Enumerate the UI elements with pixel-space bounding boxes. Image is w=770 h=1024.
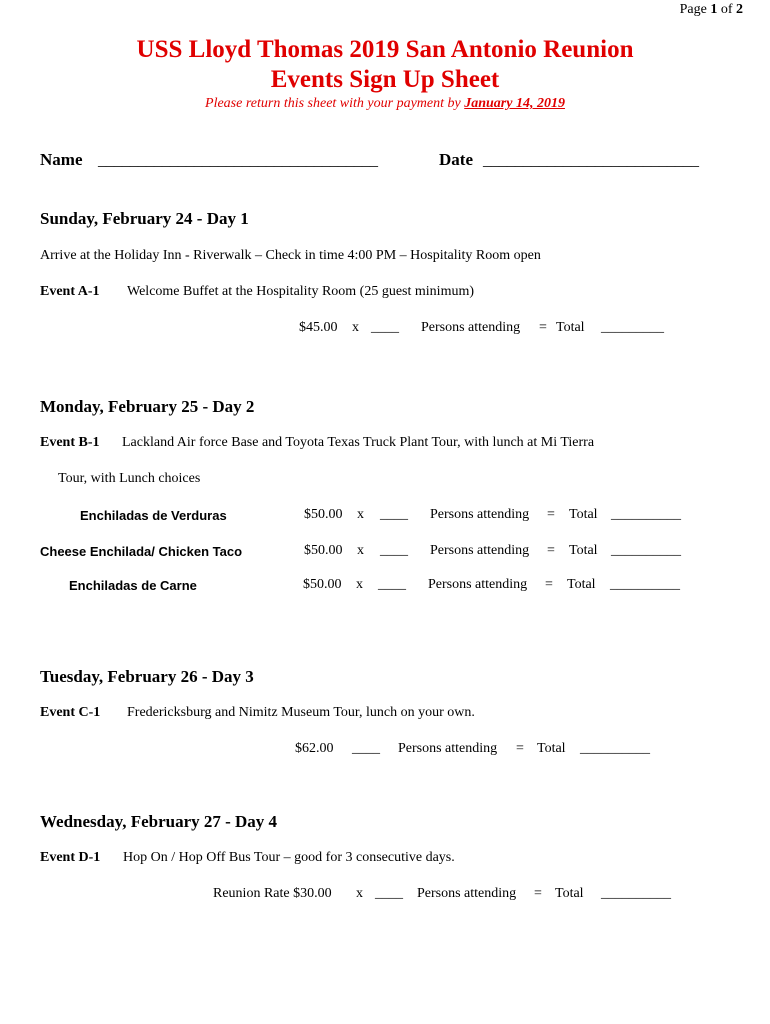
- event-d1-price: Reunion Rate $30.00: [213, 886, 332, 901]
- lunch-option-3-price: $50.00: [303, 577, 342, 592]
- lunch-option-3-count-field[interactable]: ____: [378, 577, 406, 592]
- day2-heading: Monday, February 25 - Day 2: [40, 397, 255, 416]
- lunch-option-2-name: Cheese Enchilada/ Chicken Taco: [40, 544, 243, 559]
- name-field[interactable]: ___________________________________: [98, 152, 378, 169]
- event-d1-description: Hop On / Hop Off Bus Tour – good for 3 consecutive days.: [123, 850, 455, 865]
- date-label: Date: [439, 150, 473, 169]
- event-c1-total-field[interactable]: __________: [580, 741, 650, 756]
- event-c1-description: Fredericksburg and Nimitz Museum Tour, lunch on your own.: [127, 705, 475, 720]
- event-c1-persons-label: Persons attending: [398, 741, 498, 756]
- lunch-option-1-name: Enchiladas de Verduras: [80, 508, 227, 523]
- event-d1-persons-label: Persons attending: [417, 886, 517, 901]
- lunch-option-3-persons-label: Persons attending: [428, 577, 528, 592]
- return-deadline: January 14, 2019: [464, 96, 565, 111]
- page-current: 1: [710, 2, 718, 17]
- event-b1-code: Event B-1: [40, 435, 100, 450]
- event-c1-equals: =: [516, 741, 524, 756]
- event-c1-code: Event C-1: [40, 705, 101, 720]
- event-a1-total-field[interactable]: _________: [601, 320, 664, 335]
- event-a1-count-field[interactable]: ____: [371, 320, 399, 335]
- return-instruction-text: Please return this sheet with your payment by: [205, 96, 461, 111]
- lunch-option-2-count-field[interactable]: ____: [380, 543, 408, 558]
- lunch-option-1-total-label: Total: [569, 507, 598, 522]
- lunch-option-1-count-field[interactable]: ____: [380, 507, 408, 522]
- lunch-option-3-total-field[interactable]: __________: [610, 577, 680, 592]
- event-d1-count-field[interactable]: ____: [375, 886, 403, 901]
- lunch-option-3-total-label: Total: [567, 577, 596, 592]
- lunch-option-2-total-field[interactable]: __________: [611, 543, 681, 558]
- name-label: Name: [40, 150, 83, 169]
- day1-note: Arrive at the Holiday Inn - Riverwalk – Check in time 4:00 PM – Hospitality Room open: [40, 248, 541, 263]
- event-c1-count-field[interactable]: ____: [352, 741, 380, 756]
- event-d1-times: x: [356, 886, 363, 901]
- lunch-option-1-price: $50.00: [304, 507, 343, 522]
- day3-heading: Tuesday, February 26 - Day 3: [40, 667, 254, 686]
- lunch-option-3-name: Enchiladas de Carne: [69, 578, 197, 593]
- event-a1-code: Event A-1: [40, 284, 100, 299]
- event-d1-code: Event D-1: [40, 850, 101, 865]
- lunch-option-1-equals: =: [547, 507, 555, 522]
- event-c1-total-label: Total: [537, 741, 566, 756]
- page-indicator: [680, 2, 743, 18]
- lunch-option-2-equals: =: [547, 543, 555, 558]
- page-title: USS Lloyd Thomas 2019 San Antonio Reunion: [136, 36, 634, 63]
- event-d1-equals: =: [534, 886, 542, 901]
- event-d1-total-label: Total: [555, 886, 584, 901]
- page-prefix: Page: [679, 2, 707, 17]
- event-a1-times: x: [352, 320, 359, 335]
- date-field[interactable]: ___________________________: [483, 152, 699, 169]
- event-a1-persons-label: Persons attending: [421, 320, 521, 335]
- lunch-option-3-equals: =: [545, 577, 553, 592]
- event-a1-description: Welcome Buffet at the Hospitality Room (25 guest minimum): [127, 284, 475, 299]
- lunch-option-1-persons-label: Persons attending: [430, 507, 530, 522]
- event-c1-price: $62.00: [295, 741, 334, 756]
- page-sep: of: [720, 2, 733, 17]
- lunch-option-2-price: $50.00: [304, 543, 343, 558]
- day1-heading: Sunday, February 24 - Day 1: [40, 209, 249, 228]
- day4-heading: Wednesday, February 27 - Day 4: [40, 812, 278, 831]
- lunch-option-2-times: x: [357, 543, 364, 558]
- lunch-option-1-times: x: [357, 507, 364, 522]
- lunch-option-2-total-label: Total: [569, 543, 598, 558]
- lunch-option-2-persons-label: Persons attending: [430, 543, 530, 558]
- lunch-option-1-total-field[interactable]: __________: [611, 507, 681, 522]
- event-d1-total-field[interactable]: __________: [601, 886, 671, 901]
- page-subtitle-heading: Events Sign Up Sheet: [270, 66, 500, 93]
- return-instruction: [0, 96, 770, 112]
- event-a1-equals: =: [539, 320, 547, 335]
- event-a1-total-label: Total: [556, 320, 585, 335]
- lunch-option-3-times: x: [356, 577, 363, 592]
- event-a1-price: $45.00: [299, 320, 338, 335]
- event-b1-choices-note: Tour, with Lunch choices: [58, 471, 201, 486]
- page-total: 2: [736, 2, 743, 17]
- event-b1-description: Lackland Air force Base and Toyota Texas Truck Plant Tour, with lunch at Mi Tierra: [122, 435, 595, 450]
